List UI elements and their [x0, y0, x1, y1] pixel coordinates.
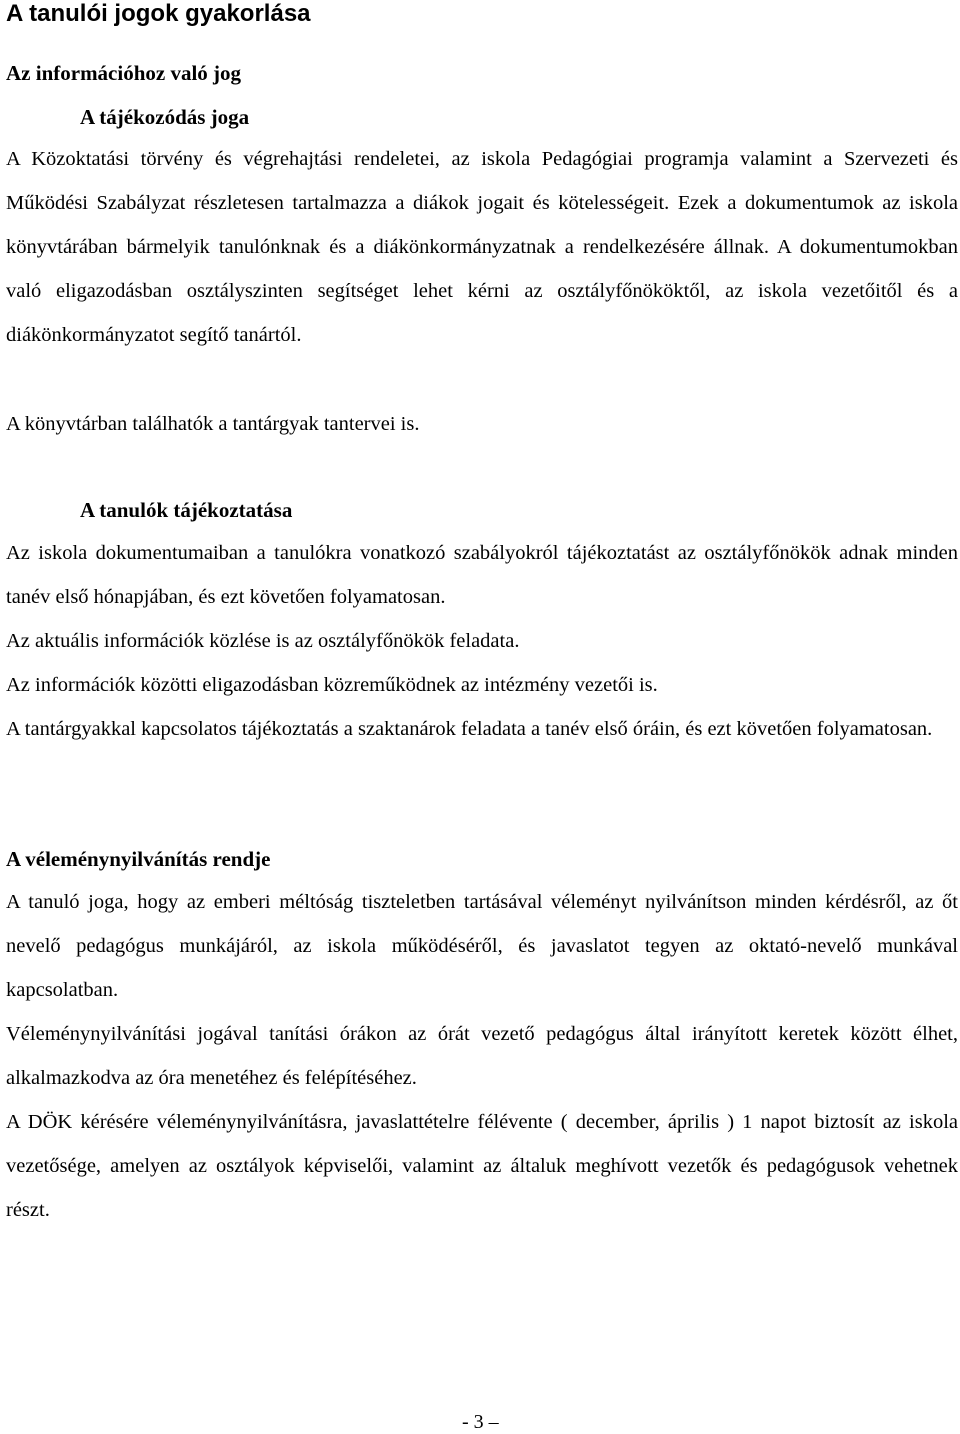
paragraph-student-right: A tanuló joga, hogy az emberi méltóság tiszteletben tartásával véleményt nyilvánítson minden kérdésről, az őt nevelő pedagógus munkájáról, az iskola működéséről, és javaslatot tegyen az oktató-nevelő munkával kapcsolatban.: [6, 891, 958, 1001]
paragraph-class-teachers: Az iskola dokumentumaiban a tanulókra vonatkozó szabályokról tájékoztatást az osztályfőnökök adnak minden tanév első hónapjában, és ezt követően folyamatosan.: [6, 542, 958, 608]
subheading-student-information: A tanulók tájékoztatása: [80, 498, 293, 522]
paragraph-lessons: Véleménynyilvánítási jogával tanítási órákon az órát vezető pedagógus által irányított keretek között élhet, alkalmazkodva az óra menetéhez és felépítéséhez.: [6, 1023, 958, 1089]
page-number: - 3 –: [462, 1411, 499, 1433]
page-title: A tanulói jogok gyakorlása: [6, 0, 311, 27]
paragraph-subject-teachers: A tantárgyakkal kapcsolatos tájékoztatás a szaktanárok feladata a tanév első óráin, és ezt követően folyamatosan.: [6, 718, 933, 740]
paragraph-library: A könyvtárban találhatók a tantárgyak tantervei is.: [6, 413, 420, 435]
paragraph-documents: A Közoktatási törvény és végrehajtási rendeletei, az iskola Pedagógiai programja valamint a Szervezeti és Működési Szabályzat részletesen tartalmazza a diákok jogait és kötelességeit. Ezek a dokumentumok az iskola könyvtárában bármelyik tanulónknak és a diákönkormányzatnak a rendelkezésére állnak. A dokumentumokban való eligazodásban osztályszinten segítséget lehet kérni az osztályfőnököktől, az iskola vezetőitől és a diákönkormányzatot segítő tanártól.: [6, 148, 958, 346]
section-heading-opinion: A véleménynyilvánítás rendje: [6, 847, 271, 871]
section-heading-information-right: Az információhoz való jog: [6, 61, 242, 85]
subheading-orientation-right: A tájékozódás joga: [80, 105, 250, 129]
paragraph-dok: A DÖK kérésére véleménynyilvánításra, javaslattételre félévente ( december, április ) 1 napot biztosít az iskola vezetősége, amelyen az osztályok képviselői, valamint az általuk meghívott vezetők és pedagógusok vehetnek részt.: [6, 1111, 958, 1221]
paragraph-current-info: Az aktuális információk közlése is az osztályfőnökök feladata.: [6, 630, 520, 652]
paragraph-leaders: Az információk közötti eligazodásban közreműködnek az intézmény vezetői is.: [6, 674, 658, 696]
